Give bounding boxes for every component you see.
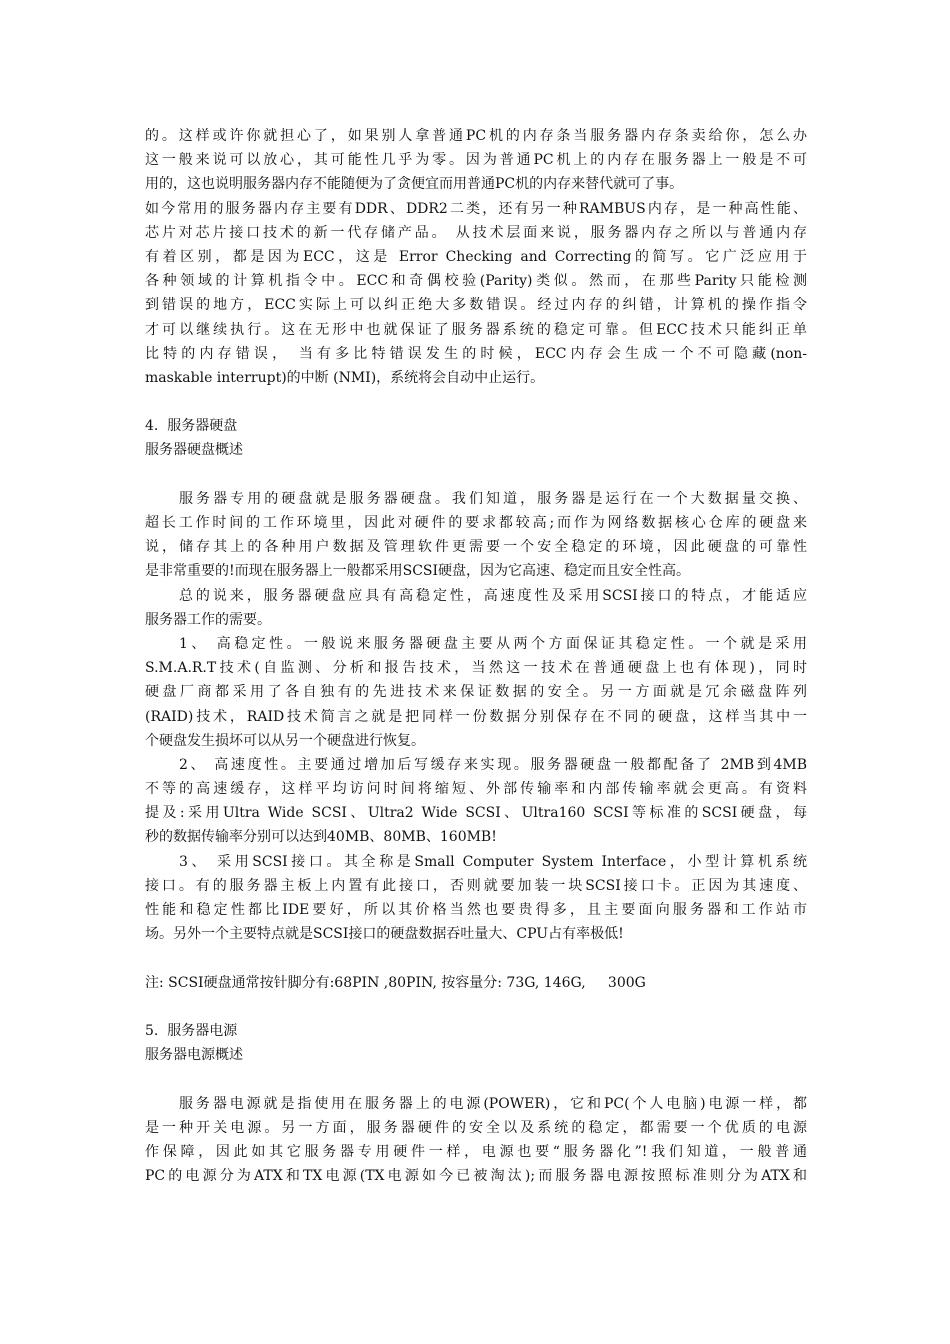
text-line: 是一种开关电源。另一方面，服务器硬件的安全以及系统的稳定，都需要一个优质的电源 — [145, 1119, 807, 1136]
text-line: 1、 高稳定性。一般说来服务器硬盘主要从两个方面保证其稳定性。一个就是采用 — [179, 635, 807, 652]
text-line: 才可以继续执行。这在无形中也就保证了服务器系统的稳定可靠。但ECC技术只能纠正单 — [145, 321, 807, 338]
spacer — [145, 995, 807, 1019]
section-heading-power: 5. 服务器电源 — [145, 1022, 238, 1039]
document-page — [145, 124, 807, 1188]
intro-paragraph — [145, 124, 807, 390]
spacer — [145, 463, 807, 487]
text-line: 服务器工作的需要。 — [145, 611, 271, 628]
section-subheading-power: 服务器电源概述 — [145, 1047, 243, 1064]
text-line: 接口。有的服务器主板上内置有此接口，否则就要加装一块SCSI接口卡。正因为其速度、 — [145, 877, 807, 894]
text-line: 超长工作时间的工作环境里，因此对硬件的要求都较高;而作为网络数据核心仓库的硬盘来 — [145, 515, 807, 531]
spacer — [145, 390, 807, 414]
text-line: (RAID)技术，RAID技术简言之就是把同样一份数据分别保存在不同的硬盘，这样当其中一 — [145, 708, 807, 725]
text-line: 说，储存其上的各种用户数据及管理软件更需要一个安全稳定的环境，因此硬盘的可靠性 — [145, 539, 807, 556]
text-line: S.M.A.R.T技术(自监测、分析和报告技术，当然这一技术在普通硬盘上也有体现)，同时 — [145, 660, 807, 677]
text-line: 总的说来，服务器硬盘应具有高稳定性，高速度性及采用SCSI接口的特点，才能适应 — [179, 587, 807, 604]
text-line: 硬盘厂商都采用了各自独有的先进技术来保证数据的安全。另一方面就是冗余磁盘阵列 — [145, 684, 807, 701]
disk-note: 注: SCSI硬盘通常按针脚分有:68PIN ,80PIN, 按容量分: 73G, 146G, 300G — [145, 974, 646, 991]
text-line: maskable interrupt)的中断 (NMI)，系统将会自动中止运行。 — [145, 369, 545, 386]
disk-paragraph-overview — [145, 487, 807, 584]
disk-paragraph-speed — [145, 753, 807, 850]
disk-paragraph-scsi — [145, 850, 807, 947]
power-paragraph-overview — [145, 1092, 807, 1189]
text-line: 服务器专用的硬盘就是服务器硬盘。我们知道，服务器是运行在一个大数据量交换、 — [179, 490, 807, 507]
text-line: 2、 高速度性。主要通过增加后写缓存来实现。服务器硬盘一般都配备了 2MB到4MB — [179, 756, 807, 773]
text-line: 有着区别，都是因为ECC，这是 Error Checking and Correcting的简写。它广泛应用于 — [145, 248, 807, 265]
text-line: 个硬盘发生损坏可以从另一个硬盘进行恢复。 — [145, 732, 425, 749]
disk-paragraph-summary — [145, 584, 807, 632]
text-line: 服务器电源就是指使用在服务器上的电源(POWER)，它和PC(个人电脑)电源一样，都 — [179, 1095, 807, 1112]
section-heading-disk: 4. 服务器硬盘 — [145, 418, 238, 435]
text-line: 作保障，因此如其它服务器专用硬件一样，电源也要“服务器化”!我们知道，一般普通 — [145, 1143, 807, 1160]
text-line: 如今常用的服务器内存主要有DDR、DDR2二类，还有另一种RAMBUS内存，是一种高性能、 — [145, 200, 807, 217]
text-line: 场。另外一个主要特点就是SCSI接口的硬盘数据吞吐量大、CPU占有率极低! — [145, 926, 624, 943]
spacer — [145, 1067, 807, 1091]
text-line: 比特的内存错误， 当有多比特错误发生的时候，ECC内存会生成一个不可隐藏(non- — [145, 345, 807, 362]
text-line: 用的，这也说明服务器内存不能随便为了贪便宜而用普通PC机的内存来替代就可了事。 — [145, 176, 684, 193]
text-line: 各种领域的计算机指令中。ECC和奇偶校验(Parity)类似。然而，在那些Parity只能检测 — [145, 273, 807, 290]
text-line: 3、 采用SCSI接口。其全称是Small Computer System Interface，小型计算机系统 — [179, 853, 807, 870]
section-subheading-disk: 服务器硬盘概述 — [145, 442, 243, 459]
disk-paragraph-stability — [145, 632, 807, 753]
text-line: 到错误的地方，ECC实际上可以纠正绝大多数错误。经过内存的纠错，计算机的操作指令 — [145, 297, 807, 314]
text-line: 性能和稳定性都比IDE要好，所以其价格当然也要贵得多，且主要面向服务器和工作站市 — [145, 902, 807, 918]
spacer — [145, 946, 807, 970]
text-line: 这一般来说可以放心，其可能性几乎为零。因为普通PC机上的内存在服务器上一般是不可 — [145, 152, 807, 169]
text-line: 不等的高速缓存，这样平均访问时间将缩短、外部传输率和内部传输率就会更高。有资料 — [145, 781, 807, 798]
text-line: 的。这样或许你就担心了，如果别人拿普通PC机的内存条当服务器内存条卖给你，怎么办 — [145, 128, 807, 144]
text-line: PC的电源分为ATX和TX电源(TX电源如今已被淘汰);而服务器电源按照标准则分为ATX和 — [145, 1168, 807, 1185]
text-line: 芯片对芯片接口技术的新一代存储产品。 从技术层面来说，服务器内存之所以与普通内存 — [145, 224, 807, 241]
text-line: 提及:采用Ultra Wide SCSI、Ultra2 Wide SCSI、Ultra160 SCSI等标准的SCSI硬盘，每 — [145, 805, 807, 822]
text-line: 是非常重要的!而现在服务器上一般都采用SCSI硬盘，因为它高速、稳定而且安全性高。 — [145, 563, 691, 580]
text-line: 秒的数据传输率分别可以达到40MB、80MB、160MB! — [145, 829, 497, 846]
